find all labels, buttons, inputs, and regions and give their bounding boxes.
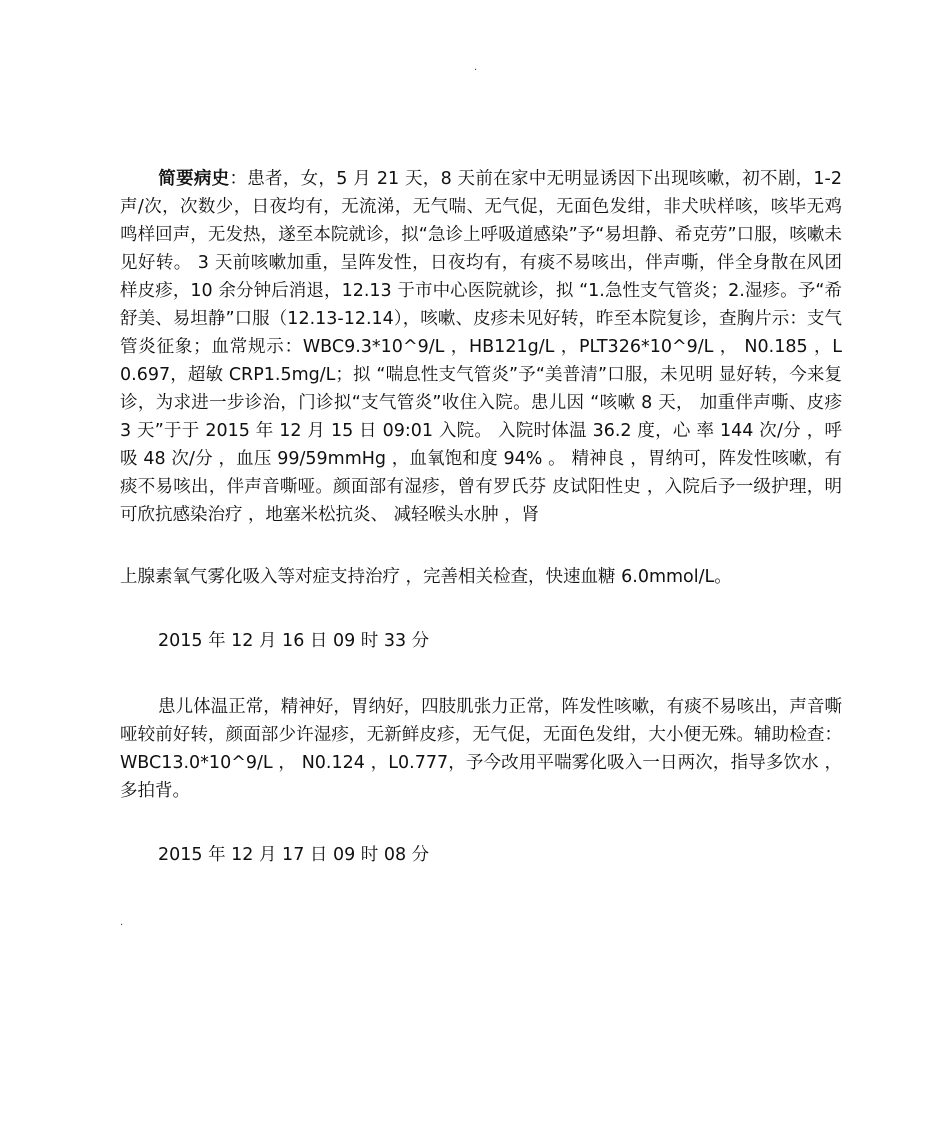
header-mark: . [474,62,478,73]
footer-mark: . [120,917,124,928]
record-timestamp-2: 2015 年 12 月 17 日 09 时 08 分 [158,845,430,865]
history-text: ：患者，女，5 月 21 天，8 天前在家中无明显诱因下出现咳嗽，初不剧，1-2 声/次，次数少，日夜均有，无流涕，无气喘、无气促，无面色发绀，非犬吠样咳，咳毕无鸡鸣样回声，无发热，遂至本院就诊，拟“急诊上呼吸道感染”予“易坦静、希克劳”口服，咳嗽未见好转。 3 天前咳嗽加重，呈阵发性，日夜均有，有痰不易咳出，伴声嘶，伴全身散在风团样皮疹，10 余分钟后消退，12.13 于市中心医院就诊，拟 “1.急性支气管炎；2.湿疹。予“希舒美、易坦静”口服（12.13-12.14），咳嗽、皮疹未见好转，昨至本院复诊，查胸片示：支气管炎征象；血常规示：WBC9.3*10^9/L ，HB121g/L ，PLT326*10^9/L ， N0.185 ，L0.697，超敏 CRP1.5mg/L；拟 “喘息性支气管炎”予“美普清”口服，未见明 显好转，今来复诊，为求进一步诊治，门诊拟“支气管炎”收住入院。患儿因 “咳嗽 8 天， 加重伴声嘶、皮疹 3 天”于于 2015 年 12 月 15 日 09:01 入院。 入院时体温 36.2 度，心 率 144 次/分 ，呼吸 48 次/分 ，血压 99/59mmHg ，血氧饱和度 94% 。 精神良 ，胃纳可，阵发性咳嗽，有痰不易咳出，伴声音嘶哑。颜面部有湿疹，曾有罗氏芬 皮试阳性史 ，入院后予一级护理，明可欣抗感染治疗 ，地塞米松抗炎、 减轻喉头水肿 ，肾 [120,169,842,525]
progress-note-1 [120,693,842,805]
record-timestamp-1: 2015 年 12 月 16 日 09 时 33 分 [158,631,430,651]
history-tail: 上腺素氧气雾化吸入等对症支持治疗 ，完善相关检查，快速血糖 6.0mmol/L。 [120,567,732,587]
progress-note-text: 患儿体温正常，精神好，胃纳好，四肢肌张力正常，阵发性咳嗽，有痰不易咳出，声音嘶哑较前好转，颜面部少许湿疹，无新鲜皮疹，无气促，无面色发绀，大小便无殊。辅助检查：WBC13.0*10^9/L ， N0.124 ，L0.777，予今改用平喘雾化吸入一日两次，指导多饮水 ，多拍背。 [120,697,842,801]
history-label: 简要病史 [158,169,230,189]
history-paragraph [120,165,842,529]
